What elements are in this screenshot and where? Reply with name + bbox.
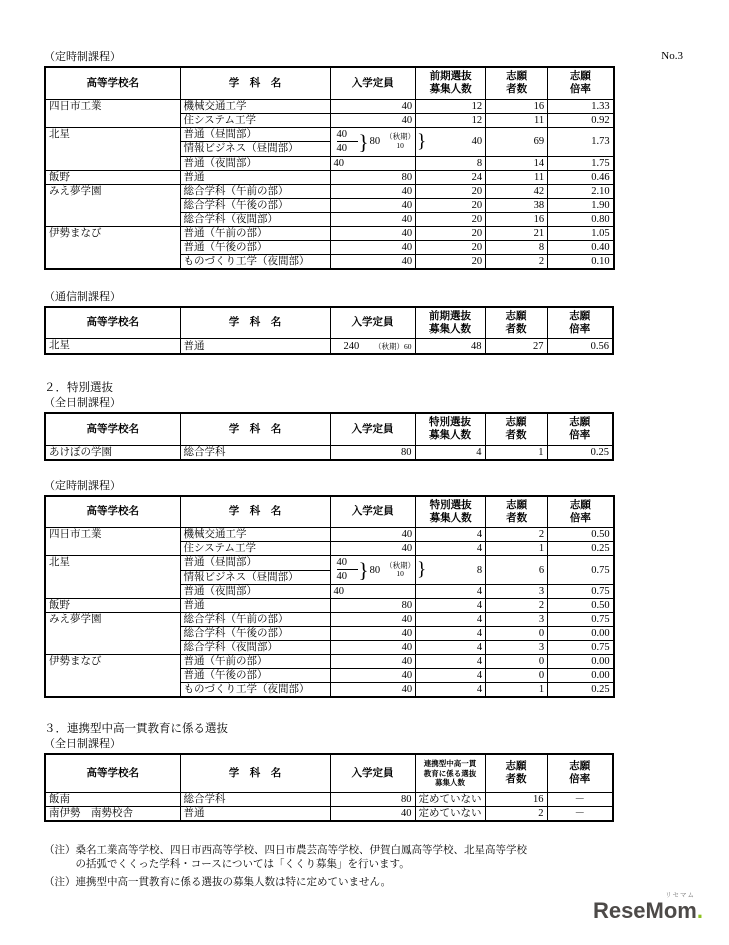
brace-glyph: }: [358, 129, 369, 154]
capacity-cell: 40: [330, 212, 416, 226]
table-row: [45, 528, 614, 542]
department-cell: 普通（昼間部）: [180, 127, 330, 142]
applicants-cell: 2: [486, 254, 548, 269]
department-cell: 総合学科: [180, 792, 330, 806]
capacity-cell: 40: [330, 254, 416, 269]
autumn-term-note: （秋期） 10: [385, 560, 416, 578]
applicants-cell: 2: [486, 528, 548, 542]
capacity-cell: 80: [330, 792, 415, 806]
section-heading-zennichi-2: （全日制課程）: [44, 738, 121, 750]
column-header: 学 科 名: [180, 496, 330, 528]
recruit-value: 8: [476, 564, 483, 576]
ratio-cell: 0.25: [548, 542, 614, 556]
ratio-cell: 0.56: [547, 339, 613, 355]
table-body: [45, 792, 613, 821]
column-header: 入学定員: [330, 307, 415, 339]
brace-glyph: }: [358, 558, 369, 582]
capacity-cell: 40: [330, 806, 415, 821]
column-header: 志願 者数: [486, 496, 548, 528]
recruit-count-cell: 4: [416, 528, 486, 542]
applicants-cell: 14: [486, 156, 548, 170]
column-header: 入学定員: [330, 496, 416, 528]
capacity-value: 40: [336, 571, 347, 582]
applicants-cell: 6: [486, 556, 548, 585]
zenki-tsushin-table: [44, 306, 614, 356]
ratio-cell: 1.73: [548, 127, 614, 156]
resemom-logo: [593, 892, 703, 923]
capacity-values: [337, 128, 358, 156]
applicants-cell: 2: [485, 806, 547, 821]
recruit-count-cell: 12: [416, 113, 486, 127]
school-name-cell: みえ夢学園: [45, 613, 180, 655]
column-header: 志願 者数: [485, 754, 547, 792]
applicants-cell: 1: [486, 683, 548, 698]
capacity-value: 40: [337, 556, 358, 570]
ratio-cell: 0.10: [548, 254, 614, 269]
column-header: 志願 倍率: [547, 307, 613, 339]
table-row: [45, 99, 614, 113]
ratio-cell: 0.00: [548, 669, 614, 683]
recruit-count-cell: 定めていない: [415, 806, 485, 821]
ratio-cell: 0.75: [548, 585, 614, 599]
capacity-bracket: [331, 556, 416, 584]
capacity-value: 240: [343, 340, 360, 352]
column-header: 学 科 名: [180, 413, 330, 445]
capacity-cell: 40: [330, 683, 416, 698]
table-header: [45, 754, 613, 792]
capacity-total: 80: [369, 136, 381, 147]
department-cell: 総合学科（午前の部）: [180, 613, 330, 627]
applicants-cell: 16: [486, 99, 548, 113]
table-header: [45, 413, 613, 445]
department-cell: 普通（夜間部）: [180, 585, 330, 599]
department-cell: 普通（午後の部）: [180, 669, 330, 683]
applicants-cell: 16: [485, 792, 547, 806]
department-cell: 普通: [180, 599, 330, 613]
school-name-cell: みえ夢学園: [45, 184, 180, 226]
applicants-cell: 38: [486, 198, 548, 212]
ratio-cell: 1.75: [548, 156, 614, 170]
department-cell: 普通: [180, 806, 330, 821]
section-title-renkei: ３．連携型中高一貫教育に係る選抜: [44, 723, 228, 735]
recruit-count-cell: [416, 556, 486, 585]
applicants-cell: 3: [486, 613, 548, 627]
capacity-cell: 40: [330, 226, 416, 240]
table-row: [45, 184, 614, 198]
ratio-cell: 0.40: [548, 240, 614, 254]
table-row: [45, 127, 614, 142]
logo-dot: .: [696, 898, 703, 923]
school-name-cell: あけぼの学園: [45, 445, 180, 460]
school-name-cell: 北星: [45, 556, 180, 599]
column-header: 志願 倍率: [547, 754, 613, 792]
table-row: [45, 445, 613, 460]
department-cell: 総合学科（午後の部）: [180, 198, 330, 212]
table-row: [45, 792, 613, 806]
capacity-cell: 40: [330, 641, 416, 655]
applicants-cell: 3: [486, 585, 548, 599]
capacity-total: 80: [369, 564, 381, 576]
column-header: 志願 者数: [485, 413, 547, 445]
capacity-cell: 40: [330, 655, 416, 669]
zenki-teiji-table: [44, 66, 615, 270]
table-body: [45, 528, 614, 698]
ratio-cell: 0.75: [548, 613, 614, 627]
recruit-count-cell: 20: [416, 198, 486, 212]
table-row: [45, 613, 614, 627]
ratio-cell: 0.75: [548, 641, 614, 655]
column-header: 前期選抜 募集人数: [416, 67, 486, 99]
capacity-cell: 40: [330, 528, 416, 542]
school-name-cell: 四日市工業: [45, 528, 180, 556]
capacity-cell: 40: [330, 99, 416, 113]
department-cell: 総合学科（夜間部）: [180, 212, 330, 226]
column-header: 高等学校名: [45, 496, 180, 528]
note-kukuri-boshu: [44, 844, 654, 873]
ratio-cell: 0.75: [548, 556, 614, 585]
applicants-cell: 42: [486, 184, 548, 198]
table-header: [45, 496, 614, 528]
school-name-cell: 飯南: [45, 792, 180, 806]
logo-text: ReseMom: [592, 898, 697, 923]
recruit-count-cell: 20: [416, 254, 486, 269]
capacity-bracket-cell: [330, 556, 416, 585]
column-header: 入学定員: [330, 413, 415, 445]
section-heading-zennichi-1: （全日制課程）: [44, 397, 121, 409]
applicants-cell: 0: [486, 627, 548, 641]
applicants-cell: 1: [485, 445, 547, 460]
recruit-count-cell: 20: [416, 240, 486, 254]
capacity-values: [337, 556, 358, 584]
column-header: 入学定員: [330, 754, 415, 792]
column-header: 高等学校名: [45, 754, 180, 792]
department-cell: ものづくり工学（夜間部）: [180, 254, 330, 269]
table-header: [45, 307, 613, 339]
column-header: 特別選抜 募集人数: [415, 413, 485, 445]
table-body: [45, 339, 613, 355]
column-header: 入学定員: [330, 67, 416, 99]
table-row: [45, 599, 614, 613]
school-name-cell: 南伊勢 南勢校舎: [45, 806, 180, 821]
capacity-cell: 40: [330, 240, 416, 254]
header-row: [45, 307, 613, 339]
applicants-cell: 27: [485, 339, 547, 355]
ratio-cell: 0.80: [548, 212, 614, 226]
ratio-cell: 0.50: [548, 599, 614, 613]
note-renkei-boshu: [44, 876, 654, 891]
applicants-cell: 8: [486, 240, 548, 254]
ratio-cell: 1.33: [548, 99, 614, 113]
recruit-count-cell: 4: [416, 641, 486, 655]
capacity-value: 40: [337, 128, 358, 142]
applicants-cell: 16: [486, 212, 548, 226]
recruit-count-cell: 12: [416, 99, 486, 113]
table-body: [45, 445, 613, 460]
table-row: [45, 170, 614, 184]
department-cell: 普通（昼間部）: [180, 556, 330, 571]
header-row: [45, 496, 614, 528]
column-header: 志願 者数: [485, 307, 547, 339]
column-header: 高等学校名: [45, 67, 180, 99]
recruit-count-cell: 4: [416, 669, 486, 683]
department-cell: 住システム工学: [180, 542, 330, 556]
capacity-cell: 40: [330, 627, 416, 641]
tokubetsu-teiji-table: [44, 495, 615, 699]
applicants-cell: 11: [486, 170, 548, 184]
note-line: の括弧でくくった学科・コースについては「くくり募集」を行います。: [44, 859, 410, 870]
header-row: [45, 413, 613, 445]
recruit-count-cell: 4: [416, 613, 486, 627]
department-cell: 普通: [180, 170, 330, 184]
recruit-count-cell: 20: [416, 184, 486, 198]
recruit-count-cell: 4: [416, 599, 486, 613]
department-cell: ものづくり工学（夜間部）: [180, 683, 330, 698]
department-cell: 情報ビジネス（昼間部）: [180, 142, 330, 157]
table-row: [45, 226, 614, 240]
capacity-value: 40: [336, 142, 347, 154]
section-title-tokubetsu: ２．特別選抜: [44, 382, 113, 394]
capacity-cell: 80: [330, 170, 416, 184]
table-header: [45, 67, 614, 99]
ratio-cell: 0.25: [548, 683, 614, 698]
column-header: 志願 倍率: [548, 67, 614, 99]
section-heading-teiji-zenki: （定時制課程）: [44, 51, 121, 63]
column-header: 前期選抜 募集人数: [415, 307, 485, 339]
ratio-cell: 0.00: [548, 627, 614, 641]
department-cell: 総合学科（午前の部）: [180, 184, 330, 198]
recruit-count-cell: 定めていない: [415, 792, 485, 806]
department-cell: 情報ビジネス（昼間部）: [180, 570, 330, 585]
note-line: （注）連携型中高一貫教育に係る選抜の募集人数は特に定めていません。: [44, 876, 392, 888]
department-cell: 普通: [180, 339, 330, 355]
table-row: [45, 556, 614, 571]
school-name-cell: 伊勢まなび: [45, 655, 180, 698]
autumn-term-note: （秋期）60: [374, 341, 412, 351]
column-header: 志願 者数: [486, 67, 548, 99]
department-cell: 普通（午前の部）: [180, 655, 330, 669]
ratio-cell: 1.90: [548, 198, 614, 212]
department-cell: 機械交通工学: [180, 99, 330, 113]
department-cell: 住システム工学: [180, 113, 330, 127]
ratio-cell: 1.05: [548, 226, 614, 240]
column-header: 学 科 名: [180, 307, 330, 339]
capacity-cell: 40: [330, 585, 416, 599]
section-heading-tsushin: （通信制課程）: [44, 290, 121, 303]
ratio-cell: 0.92: [548, 113, 614, 127]
column-header: 学 科 名: [180, 754, 330, 792]
table-row: [45, 806, 613, 821]
recruit-count-cell: 4: [416, 655, 486, 669]
tokubetsu-zennichi-table: [44, 412, 614, 461]
ratio-cell: 0.46: [548, 170, 614, 184]
applicants-cell: 11: [486, 113, 548, 127]
school-name-cell: 北星: [45, 127, 180, 170]
recruit-count-cell: 4: [416, 627, 486, 641]
note-line: （注）桑名工業高等学校、四日市西高等学校、四日市農芸高等学校、伊賀白鳳高等学校、北星高等学校: [44, 844, 527, 856]
applicants-cell: 1: [486, 542, 548, 556]
capacity-cell: 40: [330, 542, 416, 556]
ratio-cell: －: [547, 806, 613, 821]
header-row: [45, 754, 613, 792]
footnotes: [44, 844, 654, 891]
applicants-cell: 3: [486, 641, 548, 655]
capacity-cell: 80: [330, 599, 416, 613]
capacity-cell: 40: [330, 613, 416, 627]
recruit-value: 40: [471, 136, 483, 147]
ratio-cell: 0.00: [548, 655, 614, 669]
ratio-cell: 0.25: [547, 445, 613, 460]
applicants-cell: 2: [486, 599, 548, 613]
column-header: 志願 倍率: [548, 496, 614, 528]
school-name-cell: 飯野: [45, 170, 180, 184]
capacity-cell: 40: [330, 156, 416, 170]
department-cell: 普通（午後の部）: [180, 240, 330, 254]
school-name-cell: 飯野: [45, 599, 180, 613]
section-heading-teiji-tokubetsu: （定時制課程）: [44, 479, 121, 492]
recruit-count-cell: 4: [416, 585, 486, 599]
department-cell: 普通（午前の部）: [180, 226, 330, 240]
recruit-count-cell: 4: [416, 683, 486, 698]
renkei-zennichi-table: [44, 753, 614, 822]
ratio-cell: 0.50: [548, 528, 614, 542]
capacity-cell: 80: [330, 445, 415, 460]
autumn-term-note: （秋期） 10: [385, 132, 416, 150]
brace-glyph: }: [417, 559, 427, 581]
recruit-count-cell: 4: [416, 542, 486, 556]
ratio-cell: －: [547, 792, 613, 806]
column-header: 学 科 名: [180, 67, 330, 99]
column-header: 連携型中高一貫 教育に係る選抜 募集人数: [415, 754, 485, 792]
applicants-cell: 0: [486, 669, 548, 683]
recruit-count-cell: 4: [415, 445, 485, 460]
school-name-cell: 伊勢まなび: [45, 226, 180, 269]
capacity-cell: 40: [330, 669, 416, 683]
capacity-cell: [330, 339, 415, 355]
school-name-cell: 北星: [45, 339, 180, 355]
header-row: [45, 67, 614, 99]
logo-kana-text: リセマム: [665, 892, 695, 899]
capacity-cell: 40: [330, 184, 416, 198]
column-header: 志願 倍率: [547, 413, 613, 445]
capacity-bracket: [331, 128, 416, 156]
school-name-cell: 四日市工業: [45, 99, 180, 127]
department-cell: 普通（夜間部）: [180, 156, 330, 170]
applicants-cell: 0: [486, 655, 548, 669]
ratio-cell: 2.10: [548, 184, 614, 198]
capacity-with-note: [331, 339, 415, 353]
recruit-count-cell: 20: [416, 226, 486, 240]
recruit-count-cell: 48: [415, 339, 485, 355]
recruit-count-cell: 8: [416, 156, 486, 170]
recruit-count-cell: [416, 127, 486, 156]
logo-wordmark: [593, 898, 703, 923]
department-cell: 総合学科（午後の部）: [180, 627, 330, 641]
capacity-bracket-cell: [330, 127, 416, 156]
department-cell: 総合学科: [180, 445, 330, 460]
applicants-cell: 69: [486, 127, 548, 156]
department-cell: 総合学科（夜間部）: [180, 641, 330, 655]
table-row: [45, 655, 614, 669]
recruit-count-cell: 24: [416, 170, 486, 184]
brace-glyph: }: [417, 130, 427, 152]
department-cell: 機械交通工学: [180, 528, 330, 542]
column-header: 特別選抜 募集人数: [416, 496, 486, 528]
table-row: [45, 339, 613, 355]
capacity-cell: 40: [330, 113, 416, 127]
applicants-cell: 21: [486, 226, 548, 240]
capacity-cell: 40: [330, 198, 416, 212]
table-body: [45, 99, 614, 269]
column-header: 高等学校名: [45, 307, 180, 339]
column-header: 高等学校名: [45, 413, 180, 445]
page-number: No.3: [661, 50, 683, 62]
recruit-count-cell: 20: [416, 212, 486, 226]
